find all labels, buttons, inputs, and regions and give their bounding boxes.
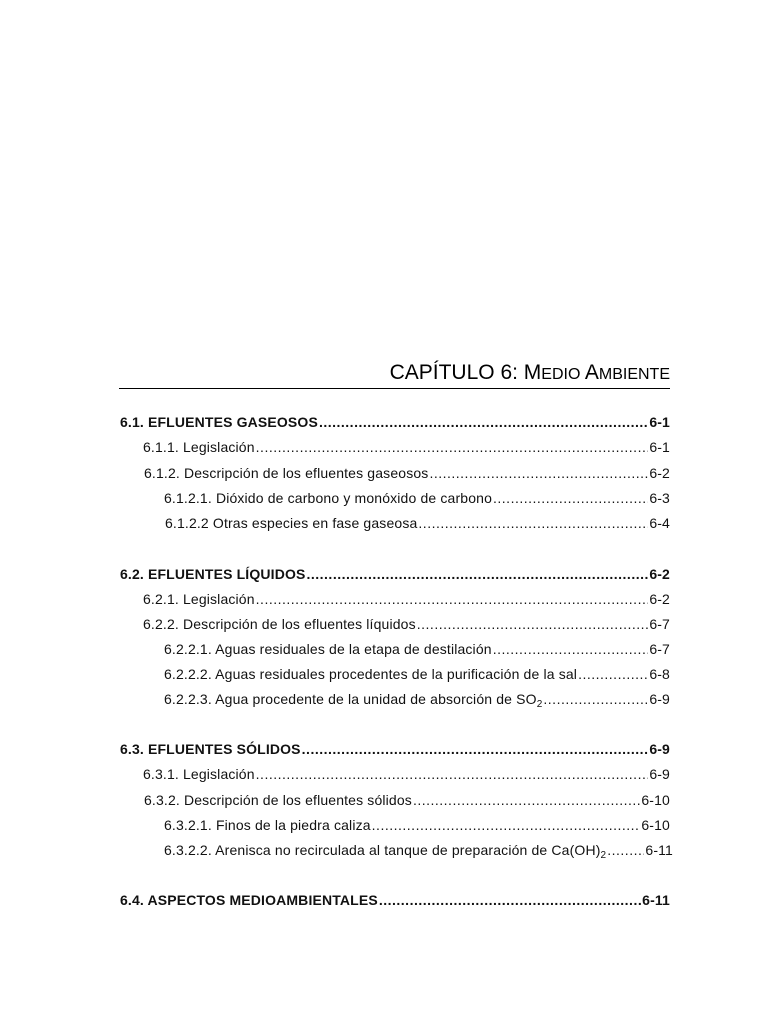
dot-leader: [372, 816, 641, 834]
toc-entry-title-text: 6.1.2.2 Otras especies en fase gaseosa: [165, 515, 418, 531]
toc-page-number: 6-7: [649, 641, 670, 657]
toc-entry-title: [165, 514, 417, 532]
toc-entry-title: [144, 464, 428, 482]
toc-entry[interactable]: [164, 816, 670, 834]
chapter-title: [119, 360, 670, 388]
toc-entry-title-text: 6.2.2.2. Aguas residuales procedentes de la purificación de la sal: [164, 666, 578, 682]
chapter-title-part: M: [523, 361, 542, 384]
toc-entry[interactable]: [144, 464, 670, 482]
toc-entry-title: [143, 438, 255, 456]
toc-entry-title: [164, 690, 542, 708]
toc-entry[interactable]: [120, 891, 670, 909]
toc-entry[interactable]: [143, 438, 670, 456]
toc-page-number: 6-4: [649, 515, 670, 531]
toc-entry[interactable]: [120, 413, 670, 431]
toc-entry-title: [164, 489, 492, 507]
dot-leader: [543, 690, 648, 708]
toc-entry-subscript: 2: [600, 850, 607, 861]
toc-entry[interactable]: [143, 590, 670, 608]
toc-entry-title-text: 6.4. ASPECTOS MEDIOAMBIENTALES: [120, 892, 378, 908]
toc-entry[interactable]: [143, 615, 670, 633]
toc-entry-title-text: 6.1.1. Legislación: [143, 439, 255, 455]
dot-leader: [493, 489, 648, 507]
toc-entry-title-text: 6.3.2. Descripción de los efluentes sólidos: [144, 792, 412, 808]
toc-entry[interactable]: [164, 690, 670, 708]
toc-entry-title: [120, 740, 301, 758]
chapter-title-part: MBIENTE: [598, 366, 670, 383]
dot-leader: [379, 891, 641, 909]
toc-entry-title-text: 6.2.2.3. Agua procedente de la unidad de absorción de SO: [164, 691, 537, 707]
toc-page-number: 6-9: [649, 691, 670, 707]
title-underline: [119, 388, 670, 389]
toc-entry[interactable]: [164, 841, 673, 859]
toc-entry-subscript: 2: [536, 699, 543, 710]
toc-entry-title: [143, 615, 416, 633]
toc-page-number: 6-1: [649, 439, 670, 455]
toc-entry-title: [143, 590, 255, 608]
toc-entry[interactable]: [143, 765, 670, 783]
toc-entry-title: [120, 413, 318, 431]
toc-entry-title-text: 6.2.2.1. Aguas residuales de la etapa de destilación: [164, 641, 492, 657]
chapter-prefix: CAPÍTULO 6:: [389, 361, 524, 384]
toc-page-number: 6-2: [649, 566, 670, 582]
toc-page-number: 6-7: [649, 616, 670, 632]
toc-entry-title-text: 6.3.2.1. Finos de la piedra caliza: [164, 817, 371, 833]
toc-entry-title-text: 6.2. EFLUENTES LÍQUIDOS: [120, 566, 306, 582]
toc-entry[interactable]: [120, 740, 670, 758]
toc-page-number: 6-2: [649, 591, 670, 607]
toc-page-number: 6-11: [642, 892, 670, 908]
toc-entry[interactable]: [165, 514, 670, 532]
toc-page-number: 6-1: [649, 414, 670, 430]
toc-entry-title: [144, 791, 412, 809]
dot-leader: [256, 438, 649, 456]
toc-entry[interactable]: [144, 791, 670, 809]
toc-page-number: 6-10: [641, 817, 670, 833]
toc-entry[interactable]: [120, 565, 670, 583]
toc-page-number: 6-8: [649, 666, 670, 682]
chapter-title-part: A: [584, 361, 599, 384]
toc-entry-title: [164, 816, 371, 834]
toc-entry-title: [120, 891, 378, 909]
toc-entry-title: [164, 640, 492, 658]
toc-entry[interactable]: [164, 489, 670, 507]
toc-entry-title-text: 6.3.2.2. Arenisca no recirculada al tanque de preparación de Ca(OH): [164, 842, 601, 858]
dot-leader: [607, 841, 644, 859]
toc-entry-title: [164, 665, 577, 683]
toc-page-number: 6-2: [649, 465, 670, 481]
toc-entry-title: [120, 565, 305, 583]
toc-entry[interactable]: [164, 640, 670, 658]
toc-entry-title-text: 6.2.1. Legislación: [143, 591, 255, 607]
toc-page-number: 6-9: [649, 741, 670, 757]
dot-leader: [302, 740, 649, 758]
toc-page-number: 6-9: [649, 766, 670, 782]
toc-entry-title-text: 6.1. EFLUENTES GASEOSOS: [120, 414, 318, 430]
dot-leader: [429, 464, 648, 482]
toc-entry-title-text: 6.3.1. Legislación: [143, 766, 255, 782]
dot-leader: [306, 565, 648, 583]
dot-leader: [256, 590, 649, 608]
dot-leader: [413, 791, 640, 809]
toc-page-number: 6-10: [641, 792, 670, 808]
toc-page-number: 6-3: [649, 490, 670, 506]
chapter-title-part: EDIO: [541, 366, 585, 383]
toc-entry-title-text: 6.1.2.1. Dióxido de carbono y monóxido de carbono: [164, 490, 493, 506]
toc-entry[interactable]: [164, 665, 670, 683]
dot-leader: [493, 640, 649, 658]
toc-entry-title: [164, 841, 606, 859]
toc-page-number: 6-11: [645, 842, 673, 858]
toc-entry-title-text: 6.1.2. Descripción de los efluentes gaseosos: [144, 465, 429, 481]
toc-entry-title: [143, 765, 255, 783]
dot-leader: [256, 765, 649, 783]
dot-leader: [319, 413, 648, 431]
toc-entry-title-text: 6.2.2. Descripción de los efluentes líquidos: [143, 616, 416, 632]
dot-leader: [418, 514, 648, 532]
dot-leader: [578, 665, 648, 683]
toc-entry-title-text: 6.3. EFLUENTES SÓLIDOS: [120, 741, 301, 757]
dot-leader: [417, 615, 649, 633]
